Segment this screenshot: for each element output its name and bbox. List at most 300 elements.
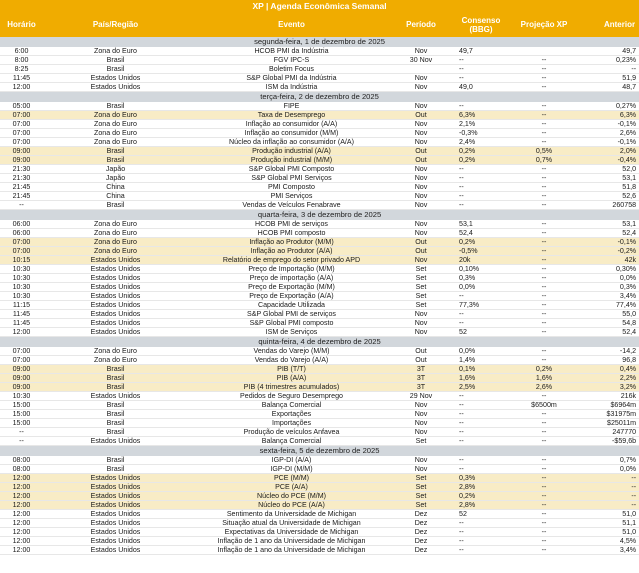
event-consensus: -- (447, 192, 515, 201)
day-header-row (0, 37, 639, 47)
event-country: Estados Unidos (43, 483, 188, 492)
event-previous: -0,1% (573, 238, 639, 247)
event-consensus: 52 (447, 510, 515, 519)
event-country: Estados Unidos (43, 265, 188, 274)
table-row (0, 392, 639, 401)
event-country: Zona do Euro (43, 111, 188, 120)
table-row (0, 474, 639, 483)
event-name: Inflação ao consumidor (M/M) (188, 129, 395, 138)
event-consensus: 0,2% (447, 492, 515, 501)
event-projection: -- (515, 419, 573, 428)
event-consensus: -- (447, 528, 515, 537)
event-projection: -- (515, 392, 573, 401)
event-projection: -- (515, 356, 573, 365)
event-consensus: -- (447, 102, 515, 111)
event-country: Japão (43, 174, 188, 183)
event-period: 30 Nov (395, 56, 447, 65)
event-name: PIB (T/T) (188, 365, 395, 374)
event-previous: $25011m (573, 419, 639, 428)
event-projection: -- (515, 192, 573, 201)
event-previous: -0,1% (573, 138, 639, 147)
event-projection: -- (515, 347, 573, 356)
event-previous: -- (573, 501, 639, 510)
event-country: Zona do Euro (43, 129, 188, 138)
table-row (0, 328, 639, 337)
event-projection: -- (515, 238, 573, 247)
event-previous: 3,2% (573, 383, 639, 392)
table-row (0, 292, 639, 301)
event-time: 12:00 (0, 528, 43, 537)
event-consensus: -- (447, 410, 515, 419)
event-projection: -- (515, 519, 573, 528)
event-time: 11:45 (0, 74, 43, 83)
event-name: Sentimento da Universidade de Michigan (188, 510, 395, 519)
table-row (0, 165, 639, 174)
event-previous: 216k (573, 392, 639, 401)
table-row (0, 138, 639, 147)
event-consensus: 52 (447, 328, 515, 337)
event-country: Brasil (43, 147, 188, 156)
table-row (0, 220, 639, 229)
event-time: 07:00 (0, 238, 43, 247)
event-country: Japão (43, 165, 188, 174)
table-row (0, 492, 639, 501)
event-name: Pedidos de Seguro Desemprego (188, 392, 395, 401)
event-period: Nov (395, 328, 447, 337)
event-country: Zona do Euro (43, 47, 188, 56)
event-consensus: -- (447, 401, 515, 410)
event-previous: -- (573, 492, 639, 501)
event-projection: 0,7% (515, 156, 573, 165)
event-previous: 55,0 (573, 310, 639, 319)
event-country: Zona do Euro (43, 220, 188, 229)
event-period: Nov (395, 220, 447, 229)
event-projection: -- (515, 546, 573, 555)
event-consensus: -- (447, 74, 515, 83)
header-previous: Anterior (573, 12, 639, 37)
event-period: Nov (395, 310, 447, 319)
event-projection: -- (515, 301, 573, 310)
event-time: 21:30 (0, 174, 43, 183)
event-projection: -- (515, 120, 573, 129)
event-time: 08:00 (0, 465, 43, 474)
table-row (0, 129, 639, 138)
event-consensus: -- (447, 292, 515, 301)
event-name: Inflação de 1 ano da Universidade de Michigan (188, 537, 395, 546)
event-time: 8:00 (0, 56, 43, 65)
event-time: 12:00 (0, 510, 43, 519)
event-consensus: 2,4% (447, 138, 515, 147)
event-previous: 51,9 (573, 74, 639, 83)
event-consensus: 0,3% (447, 274, 515, 283)
table-row (0, 537, 639, 546)
table-row (0, 310, 639, 319)
event-period: Nov (395, 165, 447, 174)
event-period: Nov (395, 47, 447, 56)
event-projection: -- (515, 256, 573, 265)
event-projection: 0,2% (515, 365, 573, 374)
event-period: Nov (395, 83, 447, 92)
event-time: 12:00 (0, 546, 43, 555)
event-country: Brasil (43, 428, 188, 437)
event-time: 09:00 (0, 147, 43, 156)
event-period: Nov (395, 229, 447, 238)
event-name: Preço de Exportação (M/M) (188, 283, 395, 292)
event-previous: 0,3% (573, 283, 639, 292)
event-consensus: 2,1% (447, 120, 515, 129)
event-previous: 51,0 (573, 528, 639, 537)
header-time: Horário (0, 12, 43, 37)
event-projection: -- (515, 111, 573, 120)
event-previous: 0,30% (573, 265, 639, 274)
event-time: 07:00 (0, 347, 43, 356)
table-row (0, 456, 639, 465)
event-country: Estados Unidos (43, 510, 188, 519)
day-label: quarta-feira, 3 de dezembro de 2025 (0, 210, 639, 221)
event-time: 21:30 (0, 165, 43, 174)
event-consensus: 77,3% (447, 301, 515, 310)
event-previous: 51,8 (573, 183, 639, 192)
event-period: Set (395, 492, 447, 501)
event-consensus: 20k (447, 256, 515, 265)
event-name: S&P Global PMI da Indústria (188, 74, 395, 83)
event-country: China (43, 183, 188, 192)
event-country: Brasil (43, 56, 188, 65)
table-row (0, 510, 639, 519)
event-consensus: -- (447, 65, 515, 74)
event-time: 15:00 (0, 410, 43, 419)
event-previous: -$59,6b (573, 437, 639, 446)
event-projection: -- (515, 410, 573, 419)
event-time: -- (0, 428, 43, 437)
table-row (0, 265, 639, 274)
table-row (0, 401, 639, 410)
event-projection: -- (515, 102, 573, 111)
event-name: Vendas do Varejo (A/A) (188, 356, 395, 365)
event-consensus: 49,7 (447, 47, 515, 56)
table-row (0, 174, 639, 183)
event-time: 21:45 (0, 192, 43, 201)
header-row (0, 12, 639, 37)
event-previous: 260758 (573, 201, 639, 210)
event-consensus: 0,1% (447, 365, 515, 374)
event-time: 09:00 (0, 383, 43, 392)
event-projection: -- (515, 138, 573, 147)
event-country: Estados Unidos (43, 492, 188, 501)
event-time: 12:00 (0, 519, 43, 528)
table-row (0, 383, 639, 392)
event-period: Nov (395, 428, 447, 437)
day-label: quinta-feira, 4 de dezembro de 2025 (0, 337, 639, 348)
event-time: 07:00 (0, 120, 43, 129)
event-period: Out (395, 347, 447, 356)
event-country: Brasil (43, 410, 188, 419)
event-projection: -- (515, 510, 573, 519)
event-period: 3T (395, 365, 447, 374)
table-row (0, 356, 639, 365)
event-period: Set (395, 501, 447, 510)
event-previous: 4,5% (573, 537, 639, 546)
table-row (0, 419, 639, 428)
event-time: 21:45 (0, 183, 43, 192)
event-country: Brasil (43, 465, 188, 474)
event-consensus: -- (447, 319, 515, 328)
event-period: Dez (395, 537, 447, 546)
event-name: Taxa de Desemprego (188, 111, 395, 120)
event-projection: -- (515, 220, 573, 229)
event-projection: -- (515, 201, 573, 210)
event-consensus: -- (447, 437, 515, 446)
event-projection: -- (515, 283, 573, 292)
table-row (0, 428, 639, 437)
event-consensus: 2,5% (447, 383, 515, 392)
event-period: Set (395, 437, 447, 446)
event-projection: $6500m (515, 401, 573, 410)
event-country: Brasil (43, 156, 188, 165)
event-previous: 53,1 (573, 220, 639, 229)
event-projection: -- (515, 528, 573, 537)
event-projection: -- (515, 56, 573, 65)
table-row (0, 120, 639, 129)
event-name: Expectativas da Universidade de Michigan (188, 528, 395, 537)
event-period: Out (395, 247, 447, 256)
event-period: Nov (395, 74, 447, 83)
event-period: Dez (395, 510, 447, 519)
event-time: 15:00 (0, 401, 43, 410)
event-consensus: -- (447, 56, 515, 65)
event-period: 3T (395, 374, 447, 383)
event-name: Capacidade Utilizada (188, 301, 395, 310)
event-consensus: 2,8% (447, 483, 515, 492)
event-period: Nov (395, 201, 447, 210)
event-country: Brasil (43, 201, 188, 210)
event-projection: -- (515, 292, 573, 301)
event-previous: 0,7% (573, 456, 639, 465)
event-name: ISM de Serviços (188, 328, 395, 337)
event-period: Nov (395, 401, 447, 410)
event-previous: 52,6 (573, 192, 639, 201)
event-country: Estados Unidos (43, 274, 188, 283)
event-name: HCOB PMI composto (188, 229, 395, 238)
event-country: Brasil (43, 383, 188, 392)
event-country: Brasil (43, 365, 188, 374)
event-time: 12:00 (0, 537, 43, 546)
event-previous: 53,1 (573, 174, 639, 183)
event-country: Zona do Euro (43, 138, 188, 147)
event-time: 10:30 (0, 392, 43, 401)
event-consensus: 6,3% (447, 111, 515, 120)
day-header-row (0, 92, 639, 103)
event-projection: -- (515, 129, 573, 138)
event-time: 11:45 (0, 310, 43, 319)
event-name: PCE (A/A) (188, 483, 395, 492)
event-time: 07:00 (0, 138, 43, 147)
event-country: Estados Unidos (43, 292, 188, 301)
event-consensus: 49,0 (447, 83, 515, 92)
event-name: Produção industrial (M/M) (188, 156, 395, 165)
event-country: Brasil (43, 374, 188, 383)
event-previous: -14,2 (573, 347, 639, 356)
table-row (0, 47, 639, 56)
header-event: Evento (188, 12, 395, 37)
event-period: Nov (395, 419, 447, 428)
event-consensus: -- (447, 419, 515, 428)
event-consensus: -- (447, 183, 515, 192)
event-country: Estados Unidos (43, 537, 188, 546)
header-consensus: Consenso (BBG) (447, 12, 515, 37)
event-period: Out (395, 147, 447, 156)
event-previous: 52,4 (573, 328, 639, 337)
event-previous: $31975m (573, 410, 639, 419)
event-period: Nov (395, 192, 447, 201)
event-period: Dez (395, 519, 447, 528)
header-projection: Projeção XP (515, 12, 573, 37)
event-consensus: 0,2% (447, 238, 515, 247)
table-row (0, 229, 639, 238)
table-row (0, 247, 639, 256)
event-projection: 0,5% (515, 147, 573, 156)
event-name: Núcleo da inflação ao consumidor (A/A) (188, 138, 395, 147)
table-row (0, 192, 639, 201)
event-projection: -- (515, 274, 573, 283)
table-row (0, 102, 639, 111)
table-row (0, 111, 639, 120)
event-name: Relatório de emprego do setor privado APD (188, 256, 395, 265)
event-previous: 0,23% (573, 56, 639, 65)
event-country: Zona do Euro (43, 229, 188, 238)
event-country: Estados Unidos (43, 519, 188, 528)
event-projection: -- (515, 474, 573, 483)
table-row (0, 347, 639, 356)
event-period: 29 Nov (395, 392, 447, 401)
event-country: Estados Unidos (43, 437, 188, 446)
event-time: 07:00 (0, 247, 43, 256)
event-consensus: -- (447, 392, 515, 401)
event-consensus: -- (447, 428, 515, 437)
event-previous: 54,8 (573, 319, 639, 328)
event-period: Nov (395, 465, 447, 474)
event-previous: 6,3% (573, 111, 639, 120)
table-row (0, 83, 639, 92)
event-time: 10:15 (0, 256, 43, 265)
event-name: Produção de veículos Anfavea (188, 428, 395, 437)
event-period: Dez (395, 546, 447, 555)
table-row (0, 201, 639, 210)
table-row (0, 183, 639, 192)
event-name: IGP-DI (A/A) (188, 456, 395, 465)
event-previous: 2,6% (573, 129, 639, 138)
event-country: Zona do Euro (43, 347, 188, 356)
event-period: Out (395, 356, 447, 365)
event-period: Set (395, 301, 447, 310)
event-consensus: -- (447, 465, 515, 474)
event-previous: 42k (573, 256, 639, 265)
event-time: 09:00 (0, 156, 43, 165)
event-projection: -- (515, 183, 573, 192)
event-name: PMI Serviços (188, 192, 395, 201)
event-time: 12:00 (0, 483, 43, 492)
event-projection: -- (515, 174, 573, 183)
event-time: 09:00 (0, 365, 43, 374)
event-name: Exportações (188, 410, 395, 419)
event-country: Estados Unidos (43, 392, 188, 401)
event-name: Boletim Focus (188, 65, 395, 74)
event-country: Zona do Euro (43, 238, 188, 247)
event-projection: -- (515, 83, 573, 92)
event-consensus: -- (447, 310, 515, 319)
table-row (0, 274, 639, 283)
event-time: 12:00 (0, 328, 43, 337)
day-label: segunda-feira, 1 de dezembro de 2025 (0, 37, 639, 47)
event-time: 07:00 (0, 356, 43, 365)
event-previous: $6964m (573, 401, 639, 410)
day-header-row (0, 446, 639, 457)
event-period: Nov (395, 256, 447, 265)
event-name: PMI Composto (188, 183, 395, 192)
table-row (0, 410, 639, 419)
day-header-row (0, 337, 639, 348)
event-projection: 2,6% (515, 383, 573, 392)
event-country: Zona do Euro (43, 356, 188, 365)
event-consensus: -0,5% (447, 247, 515, 256)
title-row (0, 0, 639, 12)
event-name: Importações (188, 419, 395, 428)
event-consensus: 0,10% (447, 265, 515, 274)
event-name: IGP-DI (M/M) (188, 465, 395, 474)
event-time: 12:00 (0, 492, 43, 501)
event-projection: -- (515, 65, 573, 74)
event-consensus: -- (447, 165, 515, 174)
event-consensus: 1,6% (447, 374, 515, 383)
event-consensus: 0,2% (447, 156, 515, 165)
event-previous: 0,0% (573, 465, 639, 474)
event-projection: -- (515, 437, 573, 446)
event-country: Brasil (43, 401, 188, 410)
event-consensus: 2,8% (447, 501, 515, 510)
event-name: PIB (A/A) (188, 374, 395, 383)
event-previous: -- (573, 65, 639, 74)
event-consensus: -- (447, 174, 515, 183)
event-time: -- (0, 437, 43, 446)
event-time: 12:00 (0, 474, 43, 483)
event-time: 09:00 (0, 374, 43, 383)
event-name: Balança Comercial (188, 401, 395, 410)
table-row (0, 74, 639, 83)
event-name: FIPE (188, 102, 395, 111)
event-time: 6:00 (0, 47, 43, 56)
event-country: Estados Unidos (43, 301, 188, 310)
event-projection: 1,6% (515, 374, 573, 383)
day-header-row (0, 210, 639, 221)
event-name: Vendas do Varejo (M/M) (188, 347, 395, 356)
event-previous: -- (573, 474, 639, 483)
event-name: PCE (M/M) (188, 474, 395, 483)
event-period: Nov (395, 138, 447, 147)
event-name: ISM da Indústria (188, 83, 395, 92)
event-name: Preço de Importação (M/M) (188, 265, 395, 274)
event-consensus: -- (447, 456, 515, 465)
event-previous: 77,4% (573, 301, 639, 310)
event-country: Estados Unidos (43, 474, 188, 483)
event-country: Estados Unidos (43, 310, 188, 319)
event-name: Inflação ao consumidor (A/A) (188, 120, 395, 129)
event-name: S&P Global PMI composto (188, 319, 395, 328)
event-consensus: 53,1 (447, 220, 515, 229)
table-row (0, 156, 639, 165)
event-consensus: -- (447, 201, 515, 210)
event-name: Situação atual da Universidade de Michigan (188, 519, 395, 528)
table-row (0, 319, 639, 328)
